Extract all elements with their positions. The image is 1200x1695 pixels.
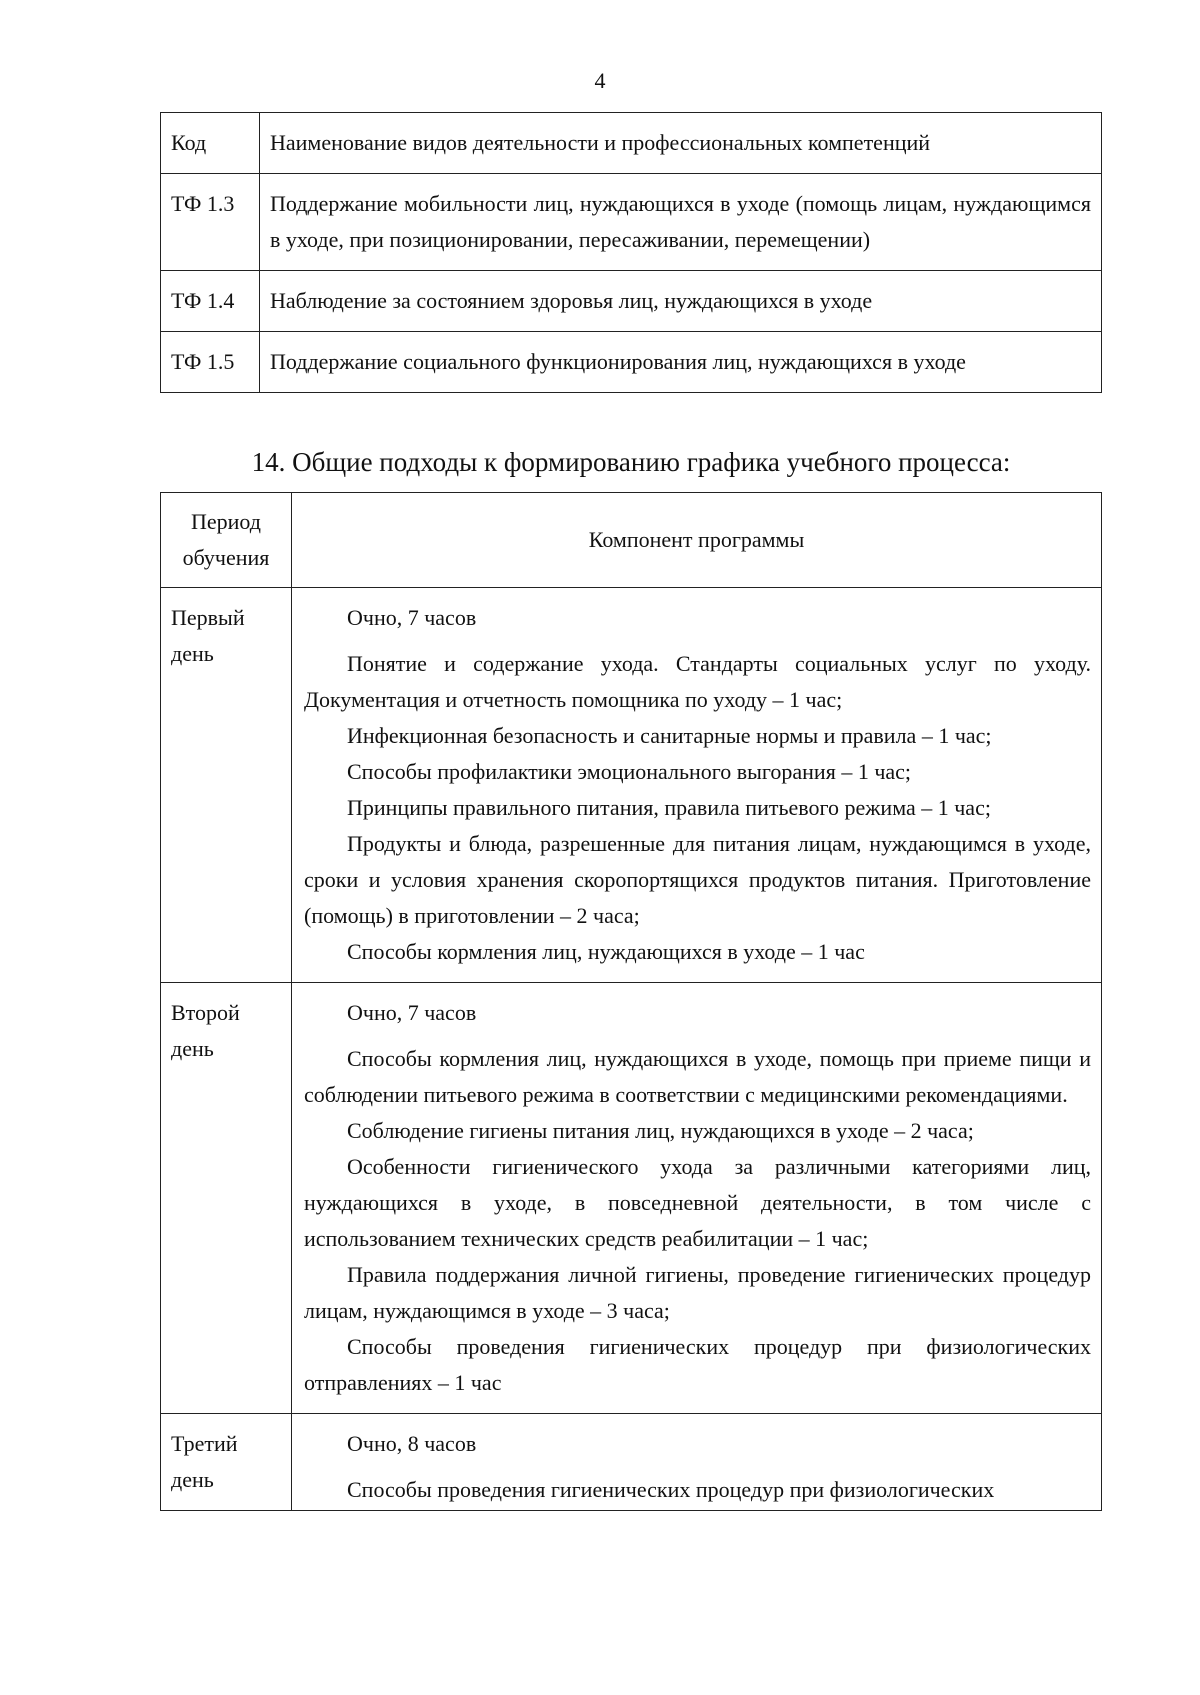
day-content [292, 983, 1102, 1414]
name-header: Наименование видов деятельности и профессиональных компетенций [260, 113, 1102, 174]
competency-row [161, 271, 1102, 332]
topic-item: Особенности гигиенического ухода за различными категориями лиц, нуждающихся в уходе, в повседневной деятельности, в том числе с использованием технических средств реабилитации – 1 час; [304, 1154, 1091, 1251]
period-header: Период обучения [161, 493, 292, 588]
competency-row [161, 332, 1102, 393]
topic-item: Правила поддержания личной гигиены, проведение гигиенических процедур лицам, нуждающимся в уходе – 3 часа; [304, 1262, 1091, 1323]
topic-item: Соблюдение гигиены питания лиц, нуждающихся в уходе – 2 часа; [347, 1118, 974, 1143]
study-mode: Очно, 8 часов [347, 1431, 477, 1456]
component-header: Компонент программы [292, 493, 1102, 588]
competency-code: ТФ 1.4 [161, 271, 260, 332]
topic-item: Способы проведения гигиенических процедур при физиологических отправлениях – 1 час [304, 1334, 1091, 1395]
topic-item: Способы кормления лиц, нуждающихся в уходе – 1 час [347, 939, 865, 964]
competency-code: ТФ 1.3 [161, 174, 260, 271]
day-label: Третий день [161, 1414, 292, 1511]
section-title: 14. Общие подходы к формированию графика учебного процесса: [251, 447, 1011, 477]
day-label: Второй день [161, 983, 292, 1414]
competency-name: Поддержание мобильности лиц, нуждающихся в уходе (помощь лицам, нуждающимся в уходе, при позиционировании, пересаживании, перемещении) [260, 174, 1102, 271]
study-mode: Очно, 7 часов [347, 1000, 477, 1025]
code-header: Код [161, 113, 260, 174]
competency-code: ТФ 1.5 [161, 332, 260, 393]
day-label: Первый день [161, 588, 292, 983]
schedule-row-day1 [161, 588, 1102, 983]
schedule-row-day3 [161, 1414, 1102, 1511]
schedule-table [160, 492, 1102, 1511]
topic-item: Инфекционная безопасность и санитарные нормы и правила – 1 час; [347, 723, 992, 748]
competencies-table [160, 112, 1102, 393]
study-mode: Очно, 7 часов [347, 605, 477, 630]
competency-row [161, 174, 1102, 271]
competency-name: Наблюдение за состоянием здоровья лиц, нуждающихся в уходе [260, 271, 1102, 332]
topic-item: Принципы правильного питания, правила питьевого режима – 1 час; [347, 795, 991, 820]
topic-item: Способы профилактики эмоционального выгорания – 1 час; [347, 759, 912, 784]
day-content [292, 588, 1102, 983]
page-number: 4 [594, 68, 606, 93]
topic-item: Продукты и блюда, разрешенные для питания лицам, нуждающимся в уходе, сроки и условия хранения скоропортящихся продуктов питания. Приготовление (помощь) в приготовлении – 2 часа; [304, 831, 1091, 928]
topic-item: Понятие и содержание ухода. Стандарты социальных услуг по уходу. Документация и отчетность помощника по уходу – 1 час; [304, 651, 1091, 712]
day-content [292, 1414, 1102, 1511]
topic-item: Способы кормления лиц, нуждающихся в уходе, помощь при приеме пищи и соблюдении питьевого режима в соответствии с медицинскими рекомендациями. [304, 1046, 1091, 1107]
schedule-header-row [161, 493, 1102, 588]
topic-item: Способы проведения гигиенических процедур при физиологических [347, 1477, 995, 1502]
schedule-row-day2 [161, 983, 1102, 1414]
competency-name: Поддержание социального функционирования лиц, нуждающихся в уходе [260, 332, 1102, 393]
competencies-header-row [161, 113, 1102, 174]
